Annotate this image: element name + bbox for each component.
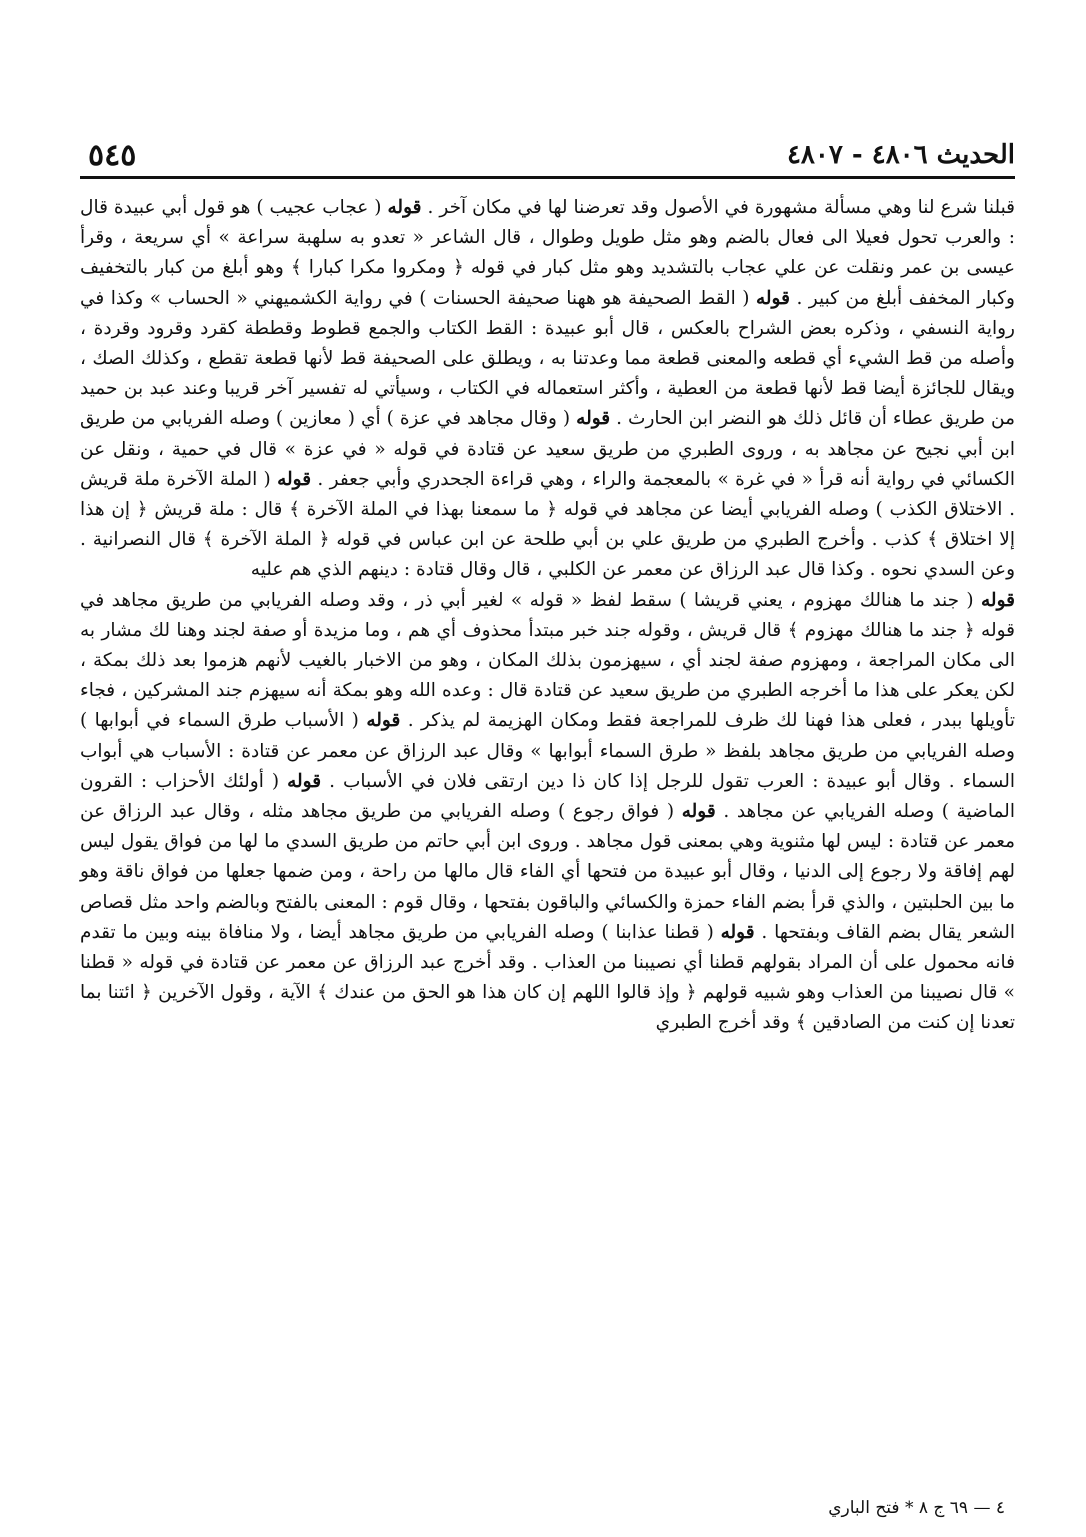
paragraph — [80, 193, 1015, 586]
keyword-qawluhu: قوله — [366, 710, 401, 732]
keyword-qawluhu: قوله — [756, 287, 790, 309]
footer-signature: ٤ — ٦٩ ج ٨ * فتح الباري — [828, 1498, 1005, 1518]
text-segment: ( وقال مجاهد في عزة ) أي ( معازين ) وصله الفريابي من طريق ابن أبي نجيح عن مجاهد به ، وروى الطبري من طريق سعيد عن قتادة في قوله « في عزة » قال في حمية ، ونقل عن الكسائي في رواية أنه قرأ « في غرة » بالمعجمة والراء ، وهي قراءة الجحدري وأبي جعفر . — [80, 408, 1015, 490]
keyword-qawluhu: قوله — [277, 468, 312, 490]
text-segment: ( عجاب عجيب ) هو قول أبي عبيدة قال : والعرب تحول فعيلا الى فعال بالضم وهو مثل طويل وطوال ، قال الشاعر « تعدو به سلهبة سراعة » أي سريعة ، وقرأ عيسى بن عمر ونقلت عن علي عجاب بالتشديد وهو مثل كبار في قوله ﴿ ومكروا مكرا كبارا ﴾ وهو أبلغ من كبار بالتخفيف وكبار المخفف أبلغ من كبير . — [80, 197, 1015, 309]
page-number: ٥٤٥ — [88, 138, 137, 173]
keyword-qawluhu: قوله — [720, 921, 755, 943]
text-segment: ( القط الصحيفة هو ههنا صحيفة الحسنات ) في رواية الكشميهني « الحساب » وكذا في رواية النسفي ، وذكره بعض الشراح بالعكس ، قال أبو عبيدة : القط الكتاب والجمع قطوط وقططة كقرد وقرود وقردة ، وأصله من قط الشيء أي قطعه والمعنى قطعة مما وعدتنا به ، ويطلق على الصحيفة قط لأنها قطعة تقطع ، وكذلك الصك ، ويقال للجائزة أيضا قط لأنها قطعة من العطية ، وأكثر استعماله في الكتاب ، وسيأتي له تفسير آخر قريبا وعند عبد بن حميد من طريق عطاء أن قائل ذلك هو النضر ابن الحارث . — [80, 287, 1015, 430]
text-segment: ( الملة الآخرة ملة قريش . الاختلاق الكذب ) وصله الفريابي أيضا عن مجاهد في قوله ﴿ ما سمعنا بهذا في الملة الآخرة ﴾ قال : ملة قريش ﴿ إن هذا إلا اختلاق ﴾ كذب . وأخرج الطبري من طريق علي بن أبي طلحة عن ابن عباس في قوله ﴿ الملة الآخرة ﴾ قال النصرانية . وعن السدي نحوه . وكذا قال عبد الرزاق عن معمر عن الكلبي ، قال وقال قتادة : دينهم الذي هم عليه — [80, 468, 1015, 581]
running-title: الحديث ٤٨٠٦ - ٤٨٠٧ — [786, 140, 1015, 170]
text-segment: ( جند ما هنالك مهزوم ، يعني قريشا ) سقط لفظ « قوله » لغير أبي ذر ، وقد وصله الفريابي من طريق مجاهد في قوله ﴿ جند ما هنالك مهزوم ﴾ قال قريش ، وقوله جند خبر مبتدأ محذوف أي هم ، وما مزيدة أو صفة لجند وهنا لك مشار به الى مكان المراجعة ، ومهزوم صفة لجند أي ، سيهزمون بذلك المكان ، وهو من الاخبار بالغيب لأنهم هزموا بعد ذلك بمكة ، لكن يعكر على هذا ما أخرجه الطبري من طريق سعيد عن قتادة قال : وعده الله وهو بمكة أنه سيهزم جند المشركين ، فجاء تأويلها ببدر ، فعلى هذا فهنا لك ظرف للمراجعة فقط ومكان الهزيمة لم يذكر . — [80, 589, 1015, 732]
paragraph — [80, 586, 1015, 1039]
commentary-body — [80, 193, 1015, 1039]
document-page — [80, 138, 1015, 1518]
text-segment: ( الأسباب طرق السماء في أبوابها ) وصله الفريابي من طريق مجاهد بلفظ « طرق السماء أبوابها » وقال عبد الرزاق عن معمر عن قتادة : الأسباب هي أبواب السماء . وقال أبو عبيدة : العرب تقول للرجل إذا كان ذا دين ارتقى فلان في الأسباب . — [80, 710, 1015, 792]
keyword-qawluhu: قوله — [576, 408, 611, 430]
keyword-qawluhu: قوله — [981, 589, 1015, 611]
text-segment: ( أولئك الأحزاب : القرون الماضية ) وصله الفريابي عن مجاهد . — [80, 770, 1015, 823]
text-segment: ( فواق رجوع ) وصله الفريابي من طريق مجاهد مثله ، وقال عبد الرزاق عن معمر عن قتادة : ليس لها مثنوية وهي بمعنى قول مجاهد . وروى ابن أبي حاتم من طريق السدي ما لها من فواق يقول ليس لهم إفاقة ولا رجوع إلى الدنيا ، وقال أبو عبيدة من فتحها أي الفاء قال مالها من راحة ، ومن ضمها جعلها من فواق ناقة وهو ما بين الحلبتين ، والذي قرأ بضم الفاء حمزة والكسائي والباقون بفتحها ، وقال قوم : المعنى بالفتح وبالضم واحد مثل قصاص الشعر يقال بضم القاف وبفتحها . — [80, 801, 1015, 943]
keyword-qawluhu: قوله — [287, 770, 322, 792]
keyword-qawluhu: قوله — [387, 197, 422, 218]
page-header — [80, 138, 1015, 179]
text-segment: قبلنا شرع لنا وهي مسألة مشهورة في الأصول وقد تعرضنا لها في مكان آخر . — [427, 197, 1015, 218]
keyword-qawluhu: قوله — [681, 801, 716, 823]
text-segment: ( قطنا عذابنا ) وصله الفريابي من طريق مجاهد أيضا ، ولا منافاة بينه وبين ما تقدم فانه محمول على أن المراد بقولهم قطنا أي نصيبنا من العذاب . وقد أخرج عبد الرزاق عن معمر عن قتادة في قوله « قطنا » قال نصيبنا من العذاب وهو شبيه قولهم ﴿ وإذ قالوا اللهم إن كان هذا هو الحق من عندك ﴾ الآية ، وقول الآخرين ﴿ ائتنا بما تعدنا إن كنت من الصادقين ﴾ وقد أخرج الطبري — [80, 921, 1015, 1034]
